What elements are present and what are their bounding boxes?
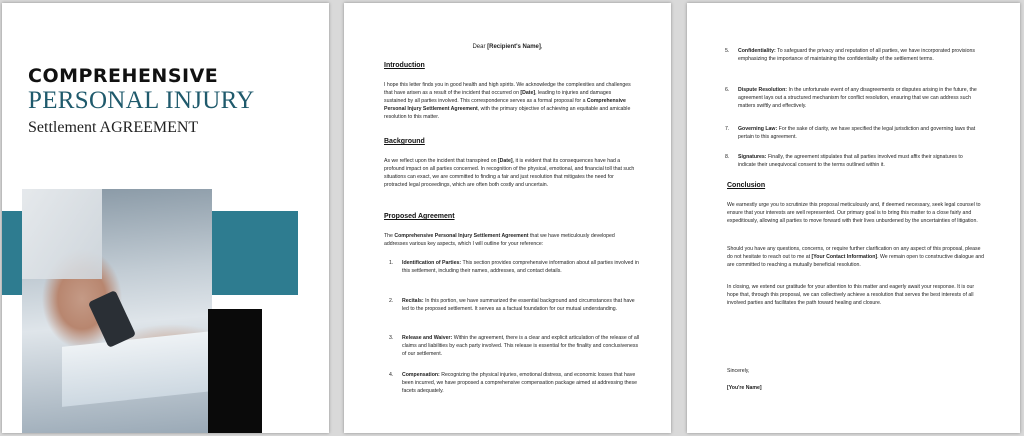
background-paragraph: As we reflect upon the incident that transpired on [Date], it is evident that its consequences have had a profound impact on all parties concerned. In recognition of the physical, emotional, and financial toll that such situations can exact, we are committed to finding a fair and just resolution that mitigates the need for protracted legal proceedings, which are often both costly and uncertain.	[384, 158, 635, 188]
recipient-name: [Recipient's Name]	[487, 44, 541, 50]
cover-page	[2, 3, 329, 433]
black-accent-bar	[208, 309, 262, 433]
list-item: 2. Recitals: In this portion, we have summarized the essential background and circumstances that have led to the proposed settlement. It serves as a factual foundation for our mutual understanding.	[389, 298, 635, 312]
letter-page-2	[687, 3, 1020, 433]
list-item: 1. Identification of Parties: This section provides comprehensive information about all parties involved in this settlement, including their names, addresses, and contact details.	[389, 260, 639, 274]
letter-page-1	[344, 3, 671, 433]
list-item: 5. Confidentiality: To safeguard the privacy and reputation of all parties, we have incorporated provisions emphasizing the importance of maintaining the confidentiality of the settlement terms.	[725, 48, 975, 62]
introduction-heading: Introduction	[384, 62, 425, 69]
photo-paper-detail	[62, 331, 212, 407]
list-item: 3. Release and Waiver: Within the agreement, there is a clear and explicit articulation of the release of all claims and liabilities by each party involved. This release is essential for the finality and conclusiveness of our settlement.	[389, 335, 640, 357]
proposed-agreement-heading: Proposed Agreement	[384, 213, 455, 220]
list-item: 4. Compensation: Recognizing the physical injuries, emotional distress, and economic losses that have been incurred, we have proposed a comprehensive compensation package aimed at addressing these facets adequately.	[389, 372, 638, 394]
cover-title-comprehensive: COMPREHENSIVE	[28, 65, 219, 87]
teal-band-right	[212, 211, 298, 295]
introduction-paragraph: I hope this letter finds you in good health and high spirits. We acknowledge the complexities and challenges that have arisen as a result of the incident that occurred on [Date], leading to injuries and damages sustained by all parties involved. This correspondence serves as a formal proposal for a Comprehensive Personal Injury Settlement Agreement, with the primary objective of achieving an equitable and amicable resolution to this matter.	[384, 82, 631, 120]
list-item: 7. Governing Law: For the sake of clarity, we have specified the legal jurisdiction and governing laws that pertain to this agreement.	[725, 126, 976, 140]
cover-title-personal-injury: PERSONAL INJURY	[28, 87, 255, 114]
cover-title-settlement: Settlement AGREEMENT	[28, 119, 199, 136]
photo-coat-detail	[22, 189, 102, 279]
sign-off: Sincerely,	[727, 368, 750, 374]
list-item: 8. Signatures: Finally, the agreement stipulates that all parties involved must affix their signatures to indicate their unequivocal consent to the terms outlined within it.	[725, 154, 963, 168]
teal-band-left	[2, 211, 24, 295]
conclusion-paragraph-2: Should you have any questions, concerns, or require further clarification on any aspect of this proposal, please do not hesitate to reach out to me at [Your Contact Information]. We remain open to constructive dialogue and are committed to reaching a mutually beneficial resolution.	[727, 246, 984, 268]
conclusion-heading: Conclusion	[727, 182, 766, 189]
signer-name: [You're Name]	[727, 385, 762, 391]
conclusion-paragraph-1: We earnestly urge you to scrutinize this proposal meticulously and, if deemed necessary, seek legal counsel to ensure that your interests are well represented. Our primary goal is to bring this matter to a close fairly and expeditiously, allowing all parties to move forward with their lives unburdened by the uncertainties of litigation.	[727, 202, 981, 224]
conclusion-paragraph-3: In closing, we extend our gratitude for your attention to this matter and eagerly await your response. It is our hope that, through this proposal, we can collectively achieve a resolution that serves the best interests of all involved parties and facilitates the path toward healing and closure.	[727, 284, 975, 306]
salutation: Dear [Recipient's Name],	[472, 44, 543, 50]
list-item: 6. Dispute Resolution: In the unfortunate event of any disagreements or disputes arising in the future, the agreement lays out a structured mechanism for conflict resolution, ensuring that we can address such matters swiftly and effectively.	[725, 87, 977, 109]
background-heading: Background	[384, 138, 425, 145]
proposed-agreement-intro: The Comprehensive Personal Injury Settlement Agreement that we have meticulously developed addresses various key aspects, which I will outline for your reference:	[384, 233, 615, 247]
cover-photo	[22, 189, 212, 433]
